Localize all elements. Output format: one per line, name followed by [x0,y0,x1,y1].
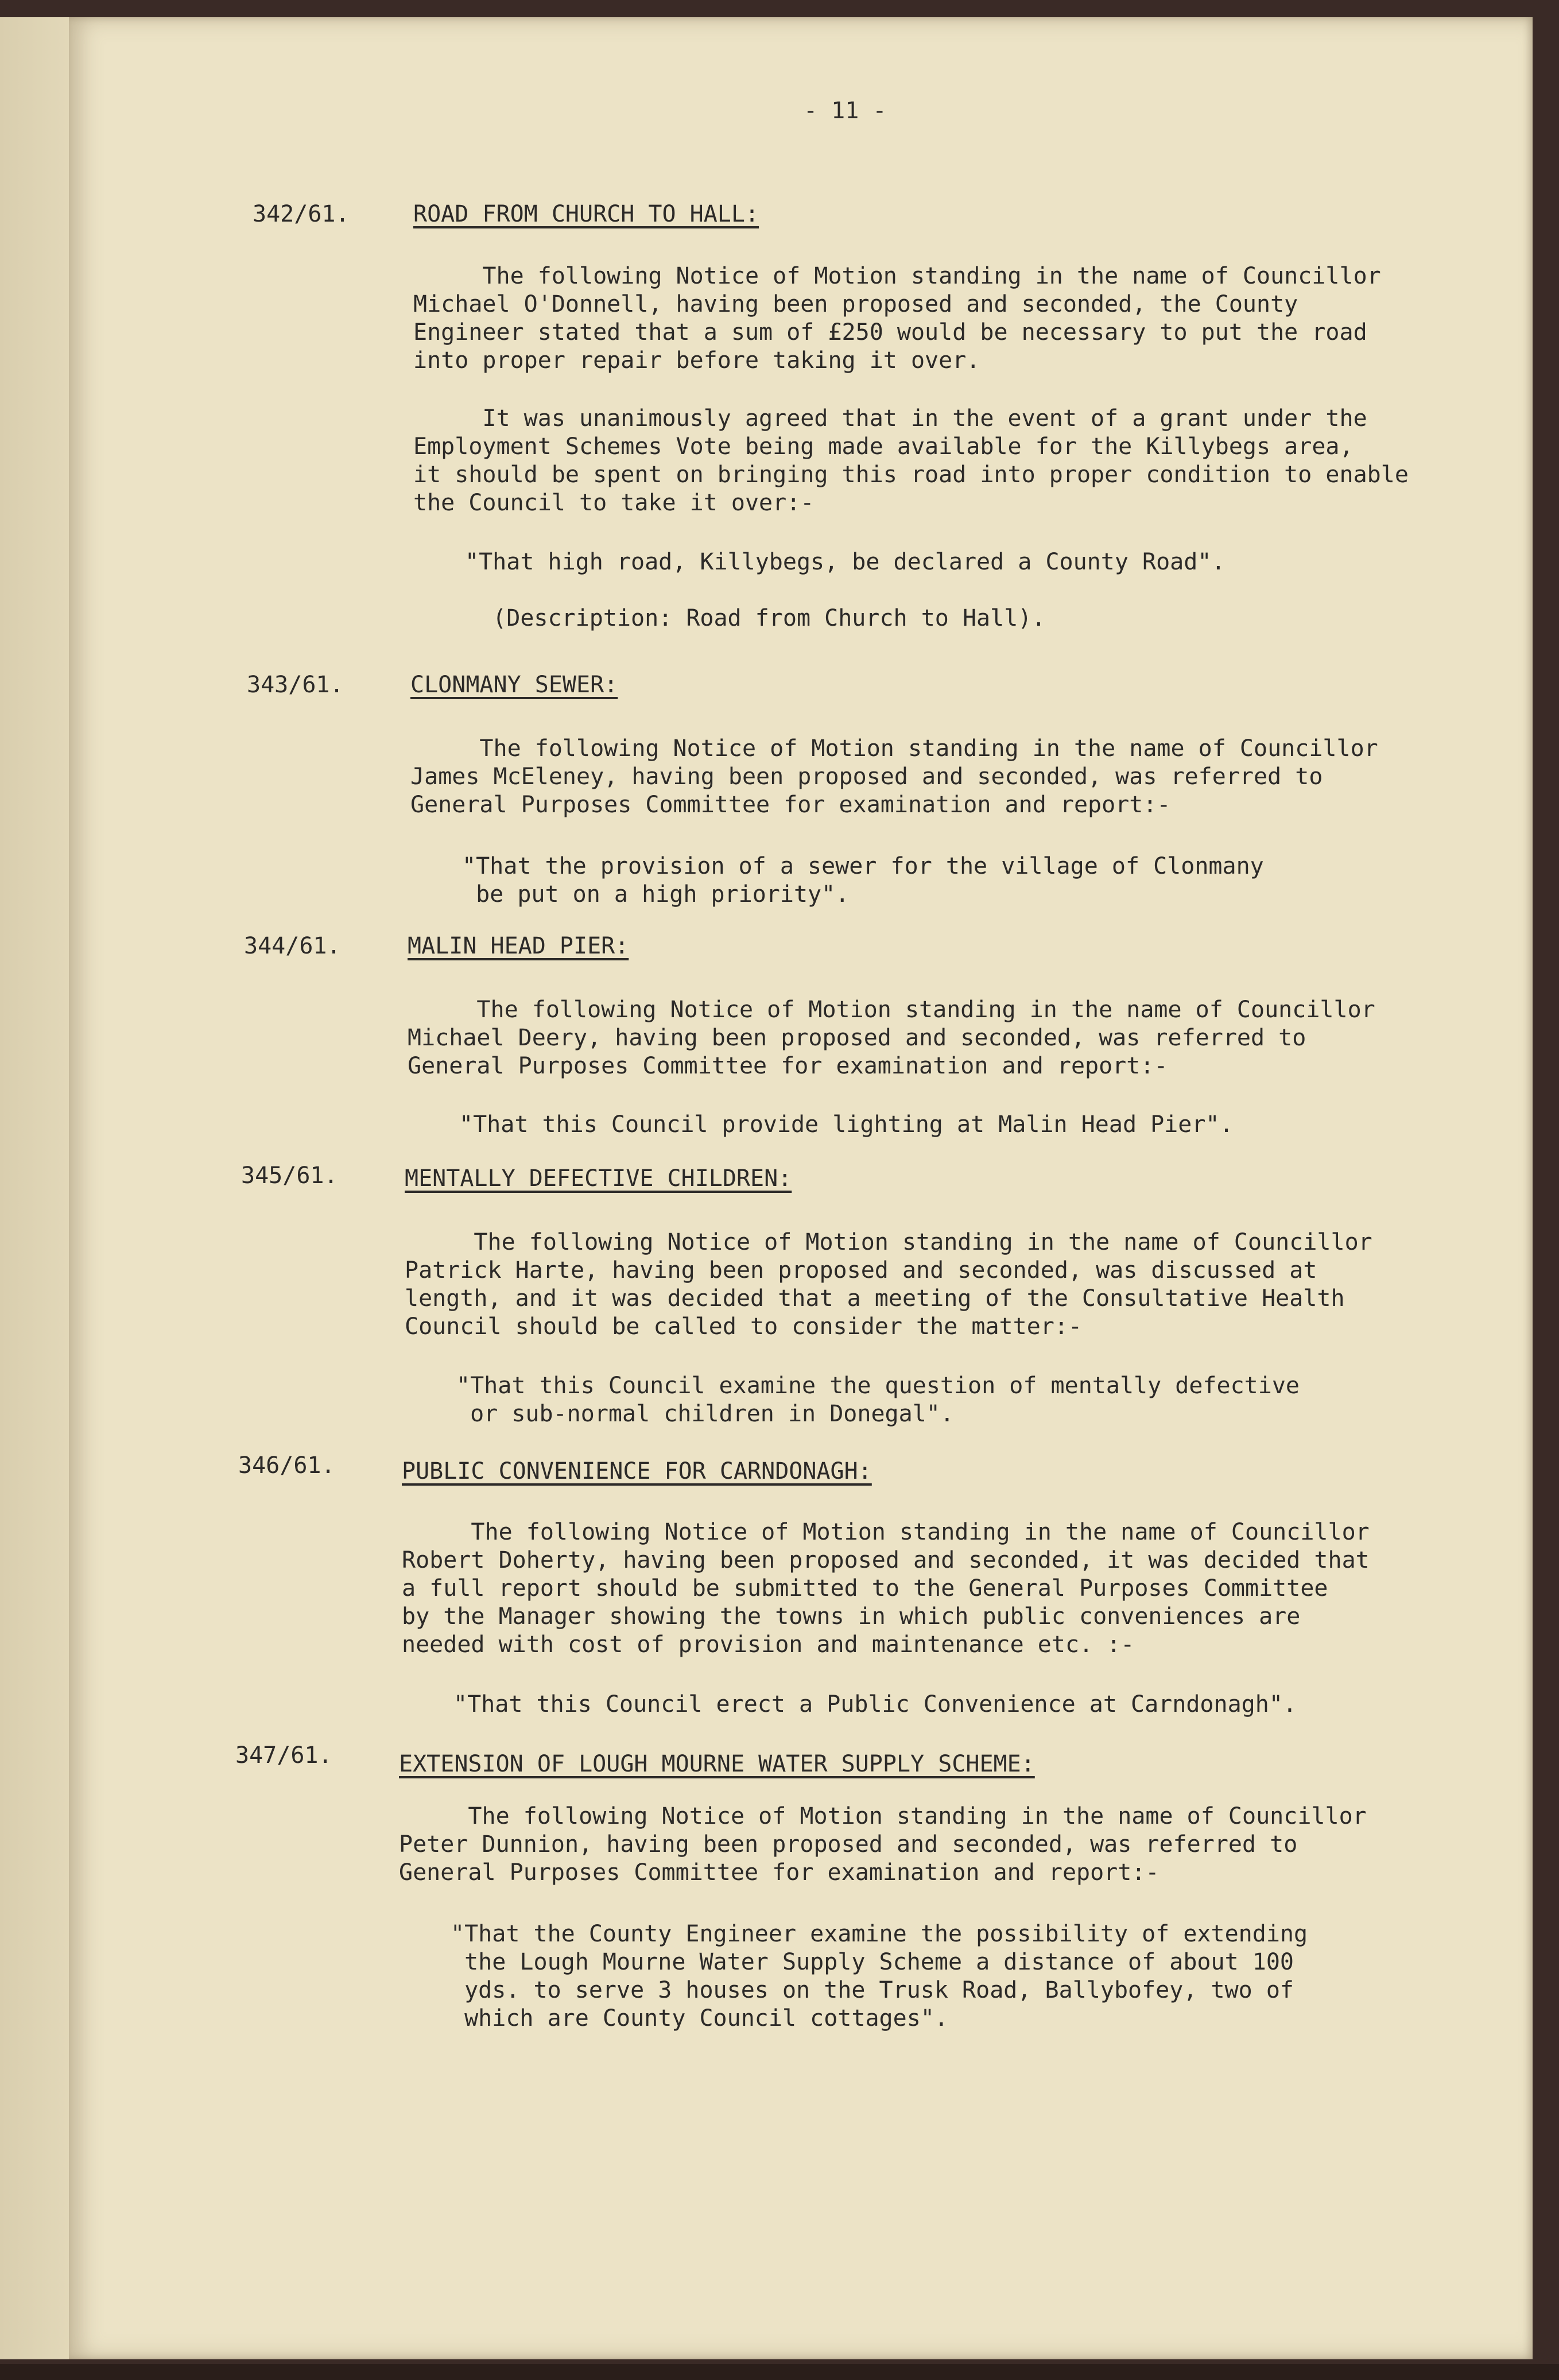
motion-quote: "That this Council erect a Public Convenience at Carndonagh". [453,1691,1297,1718]
item-heading: MALIN HEAD PIER: [408,933,629,959]
item-paragraph: The following Notice of Motion standing in the name of Councillor Michael O'Donnell, having been proposed and seconded, the County Engineer stated that a sum of £250 would be necessary to put the road into proper repair before taking it over. [413,263,1381,374]
item-heading: EXTENSION OF LOUGH MOURNE WATER SUPPLY SCHEME: [399,1751,1035,1777]
item-heading: MENTALLY DEFECTIVE CHILDREN: [405,1165,792,1192]
item-paragraph: The following Notice of Motion standing in the name of Councillor James McEleney, having been proposed and seconded, was referred to General Purposes Committee for examination and report:- [410,735,1378,818]
item-heading: ROAD FROM CHURCH TO HALL: [413,201,759,227]
item-number: 347/61. [235,1742,332,1769]
item-paragraph: The following Notice of Motion standing in the name of Councillor Patrick Harte, having been proposed and seconded, was discussed at length, and it was decided that a meeting of the Consultative Health Council should be called to consider the matter:- [405,1229,1372,1340]
item-paragraph: The following Notice of Motion standing in the name of Councillor Peter Dunnion, having been proposed and seconded, was referred to General Purposes Committee for examination and report:- [399,1803,1367,1886]
item-number: 343/61. [247,672,344,698]
item-heading: CLONMANY SEWER: [410,672,618,698]
page-number: - 11 - [804,98,887,124]
motion-quote: "That the County Engineer examine the possibility of extending the Lough Mourne Water Supply Scheme a distance of about 100 yds. to serve 3 houses on the Trusk Road, Ballybofey, two of which are County Council cottages". [451,1921,1308,2032]
motion-quote: "That this Council provide lighting at Malin Head Pier". [459,1111,1234,1138]
item-paragraph: The following Notice of Motion standing in the name of Councillor Robert Doherty, having been proposed and seconded, it was decided that a full report should be submitted to the General Purposes Committee by the Manager showing the towns in which public conveniences are needed with cost of provision and maintenance etc. :- [402,1519,1370,1658]
page-bottom-edge [0,2364,1559,2380]
item-number: 344/61. [244,933,341,959]
item-paragraph: The following Notice of Motion standing in the name of Councillor Michael Deery, having been proposed and seconded, was referred to General Purposes Committee for examination and report:- [408,997,1375,1079]
motion-quote: "That the provision of a sewer for the village of Clonmany be put on a high priority". [462,853,1264,908]
motion-quote: "That this Council examine the question of mentally defective or sub-normal children in Donegal". [456,1373,1300,1427]
motion-quote: "That high road, Killybegs, be declared a County Road". (Description: Road from Church to Hall). [465,549,1226,631]
item-number: 345/61. [241,1162,338,1189]
item-number: 346/61. [238,1452,335,1479]
item-heading: PUBLIC CONVENIENCE FOR CARNDONAGH: [402,1458,872,1484]
item-paragraph: It was unanimously agreed that in the event of a grant under the Employment Schemes Vote being made available for the Killybegs area, it should be spent on bringing this road into proper condition to enable the Council to take it over:- [413,405,1409,516]
item-number: 342/61. [253,201,350,227]
